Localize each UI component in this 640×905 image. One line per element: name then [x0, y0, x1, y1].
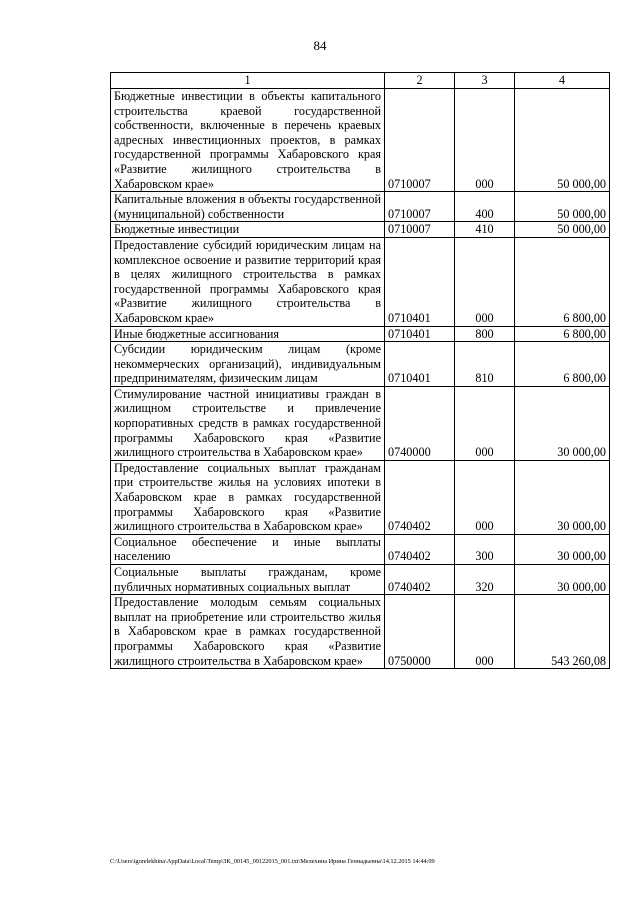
row-type: 000 [455, 386, 515, 460]
table-row [111, 222, 610, 238]
table-row [111, 342, 610, 387]
row-amount: 6 800,00 [515, 342, 610, 387]
column-header-code: 2 [385, 73, 455, 89]
row-amount: 50 000,00 [515, 222, 610, 238]
row-type: 000 [455, 89, 515, 192]
row-code: 0710007 [385, 89, 455, 192]
page-number: 84 [313, 38, 327, 53]
row-amount: 30 000,00 [515, 565, 610, 595]
table-row [111, 326, 610, 342]
row-code: 0740402 [385, 534, 455, 564]
table-header-row [111, 73, 610, 89]
row-amount: 6 800,00 [515, 237, 610, 326]
row-description: Субсидии юридическим лицам (кроме некоммерческих организаций), индивидуальным предпринимателям, физическим лицам [111, 342, 385, 387]
row-amount: 50 000,00 [515, 192, 610, 222]
row-code: 0740402 [385, 460, 455, 534]
row-amount: 30 000,00 [515, 386, 610, 460]
row-code: 0740000 [385, 386, 455, 460]
row-amount: 30 000,00 [515, 534, 610, 564]
table-row [111, 192, 610, 222]
row-description: Социальное обеспечение и иные выплаты населению [111, 534, 385, 564]
row-amount: 6 800,00 [515, 326, 610, 342]
row-description: Бюджетные инвестиции в объекты капитального строительства краевой государственной собственности, включенные в перечень краевых адресных инвестиционных проектов, в рамках государственной программы Хабаровского края «Развитие жилищного строительства в Хабаровском крае» [111, 89, 385, 192]
column-header-type: 3 [455, 73, 515, 89]
row-type: 000 [455, 460, 515, 534]
row-description: Капитальные вложения в объекты государственной (муниципальной) собственности [111, 192, 385, 222]
row-code: 0710401 [385, 326, 455, 342]
row-description: Предоставление социальных выплат гражданам при строительстве жилья на условиях ипотеки в Хабаровском крае в рамках государственной программы Хабаровского края «Развитие жилищного строительства в Хабаровском крае» [111, 460, 385, 534]
row-type: 300 [455, 534, 515, 564]
row-code: 0710007 [385, 192, 455, 222]
row-type: 000 [455, 595, 515, 669]
table-row [111, 534, 610, 564]
row-description: Иные бюджетные ассигнования [111, 326, 385, 342]
row-code: 0740402 [385, 565, 455, 595]
row-description: Предоставление субсидий юридическим лицам на комплексное освоение и развитие территорий края в целях жилищного строительства в рамках государственной программы Хабаровского края «Развитие жилищного строительства в Хабаровском крае» [111, 237, 385, 326]
row-type: 400 [455, 192, 515, 222]
row-description: Стимулирование частной инициативы граждан в жилищном строительстве и привлечение корпоративных средств в рамках государственной программы Хабаровского края «Развитие жилищного строительства в Хабаровском крае» [111, 386, 385, 460]
row-code: 0710401 [385, 342, 455, 387]
row-code: 0710007 [385, 222, 455, 238]
table-row [111, 595, 610, 669]
row-type: 000 [455, 237, 515, 326]
file-path-footer: C:\Users\igorelekhina\AppData\Local\Temp\ЗК_00145_09122015_001.txt\Мелехина Ирина Геннадьевна\14.12.2015 14:44:09 [110, 858, 435, 865]
budget-table [110, 72, 610, 669]
row-amount: 30 000,00 [515, 460, 610, 534]
row-description: Социальные выплаты гражданам, кроме публичных нормативных социальных выплат [111, 565, 385, 595]
table-row [111, 89, 610, 192]
row-description: Предоставление молодым семьям социальных выплат на приобретение или строительство жилья в Хабаровском крае в рамках государственной программы Хабаровского края «Развитие жилищного строительства в Хабаровском крае» [111, 595, 385, 669]
row-description: Бюджетные инвестиции [111, 222, 385, 238]
row-type: 800 [455, 326, 515, 342]
table-row [111, 565, 610, 595]
row-type: 410 [455, 222, 515, 238]
column-header-amount: 4 [515, 73, 610, 89]
column-header-description: 1 [111, 73, 385, 89]
row-amount: 50 000,00 [515, 89, 610, 192]
row-amount: 543 260,08 [515, 595, 610, 669]
row-code: 0750000 [385, 595, 455, 669]
table-row [111, 460, 610, 534]
table-row [111, 237, 610, 326]
row-code: 0710401 [385, 237, 455, 326]
row-type: 810 [455, 342, 515, 387]
row-type: 320 [455, 565, 515, 595]
table-row [111, 386, 610, 460]
